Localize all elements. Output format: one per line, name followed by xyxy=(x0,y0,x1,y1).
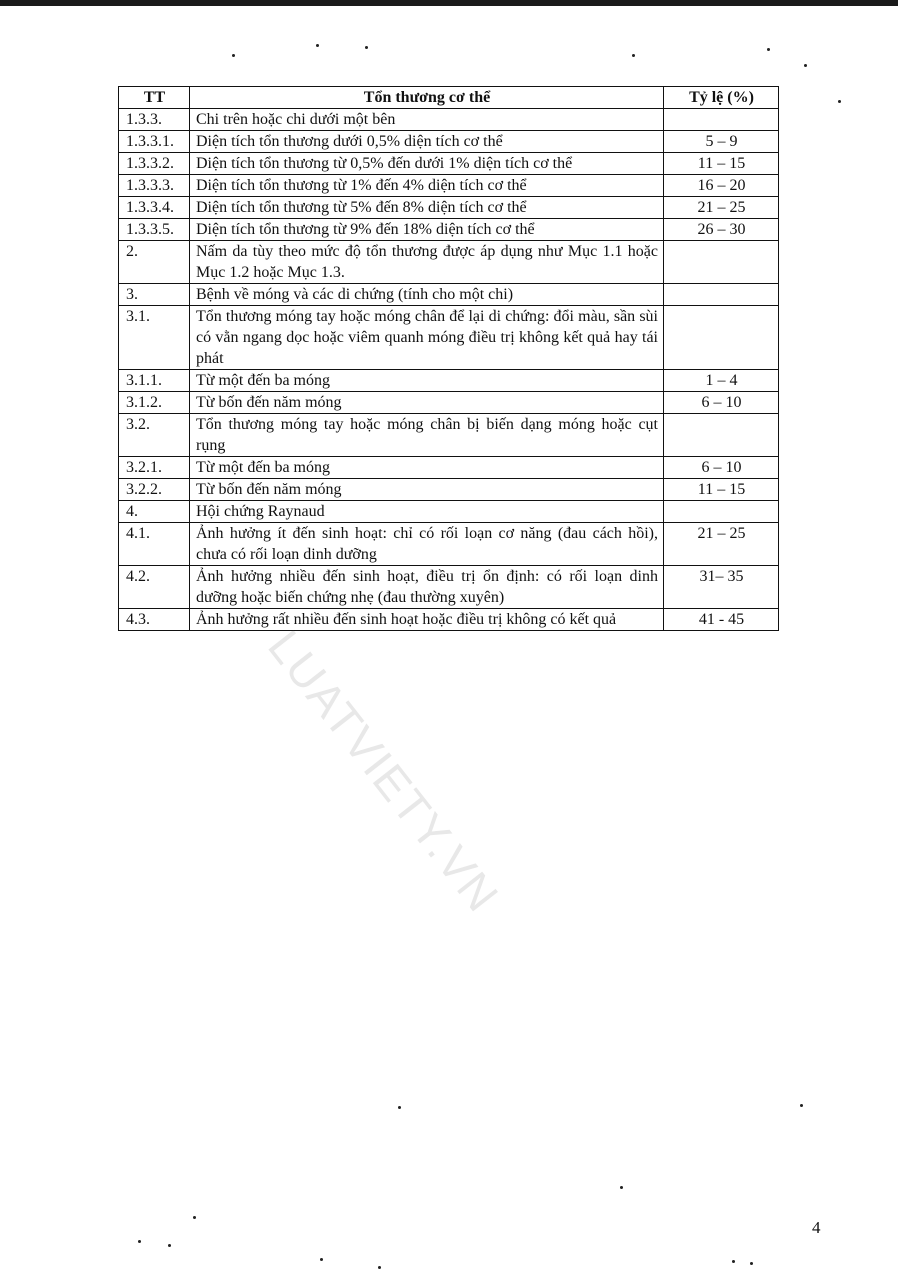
row-description-cell: Tổn thương móng tay hoặc móng chân bị biến dạng móng hoặc cụt rụng xyxy=(190,414,664,457)
row-number-cell: 3. xyxy=(119,284,190,306)
table-row xyxy=(119,501,779,523)
row-description-cell: Từ một đến ba móng xyxy=(190,457,664,479)
scan-speck xyxy=(838,100,841,103)
row-rate-cell: 1 – 4 xyxy=(664,370,779,392)
table-row xyxy=(119,109,779,131)
scan-speck xyxy=(620,1186,623,1189)
row-rate-cell: 31– 35 xyxy=(664,566,779,609)
header-tt: TT xyxy=(119,87,190,109)
row-description-cell: Diện tích tổn thương dưới 0,5% diện tích cơ thể xyxy=(190,131,664,153)
table-row xyxy=(119,175,779,197)
row-number-cell: 3.2. xyxy=(119,414,190,457)
table-row xyxy=(119,479,779,501)
row-rate-cell: 26 – 30 xyxy=(664,219,779,241)
row-description-cell: Diện tích tổn thương từ 9% đến 18% diện tích cơ thể xyxy=(190,219,664,241)
row-description-cell: Bệnh về móng và các di chứng (tính cho một chi) xyxy=(190,284,664,306)
row-rate-cell: 21 – 25 xyxy=(664,523,779,566)
row-number-cell: 1.3.3.3. xyxy=(119,175,190,197)
row-number-cell: 3.2.1. xyxy=(119,457,190,479)
table-row xyxy=(119,609,779,631)
row-rate-cell xyxy=(664,241,779,284)
row-number-cell: 1.3.3.2. xyxy=(119,153,190,175)
table-row xyxy=(119,306,779,370)
scan-speck xyxy=(804,64,807,67)
row-description-cell: Hội chứng Raynaud xyxy=(190,501,664,523)
row-description-cell: Ảnh hưởng nhiều đến sinh hoạt, điều trị ổn định: có rối loạn dinh dưỡng hoặc biến chứng nhẹ (đau thường xuyên) xyxy=(190,566,664,609)
row-number-cell: 1.3.3. xyxy=(119,109,190,131)
table-row xyxy=(119,566,779,609)
row-number-cell: 3.1.2. xyxy=(119,392,190,414)
page-number: 4 xyxy=(812,1218,821,1237)
row-number-cell: 3.2.2. xyxy=(119,479,190,501)
scan-speck xyxy=(316,44,319,47)
row-rate-cell: 41 - 45 xyxy=(664,609,779,631)
row-description-cell: Diện tích tổn thương từ 1% đến 4% diện tích cơ thể xyxy=(190,175,664,197)
table-row xyxy=(119,414,779,457)
row-rate-cell: 11 – 15 xyxy=(664,153,779,175)
row-description-cell: Từ bốn đến năm móng xyxy=(190,392,664,414)
table-row xyxy=(119,457,779,479)
row-rate-cell xyxy=(664,284,779,306)
header-rate: Tỷ lệ (%) xyxy=(664,87,779,109)
table-row xyxy=(119,370,779,392)
row-description-cell: Diện tích tổn thương từ 5% đến 8% diện tích cơ thể xyxy=(190,197,664,219)
table-header-row xyxy=(119,87,779,109)
row-description-cell: Từ bốn đến năm móng xyxy=(190,479,664,501)
row-rate-cell: 11 – 15 xyxy=(664,479,779,501)
row-number-cell: 1.3.3.5. xyxy=(119,219,190,241)
scan-speck xyxy=(800,1104,803,1107)
table-body xyxy=(119,109,779,631)
table-row xyxy=(119,284,779,306)
table-row xyxy=(119,197,779,219)
scan-speck xyxy=(378,1266,381,1269)
row-description-cell: Ảnh hưởng rất nhiều đến sinh hoạt hoặc điều trị không có kết quả xyxy=(190,609,664,631)
scan-speck xyxy=(767,48,770,51)
scan-speck xyxy=(365,46,368,49)
row-number-cell: 1.3.3.1. xyxy=(119,131,190,153)
row-number-cell: 4.1. xyxy=(119,523,190,566)
row-description-cell: Nấm da tùy theo mức độ tổn thương được áp dụng như Mục 1.1 hoặc Mục 1.2 hoặc Mục 1.3. xyxy=(190,241,664,284)
row-rate-cell: 6 – 10 xyxy=(664,392,779,414)
scan-speck xyxy=(168,1244,171,1247)
scan-speck xyxy=(398,1106,401,1109)
row-description-cell: Diện tích tổn thương từ 0,5% đến dưới 1% diện tích cơ thể xyxy=(190,153,664,175)
scan-speck xyxy=(632,54,635,57)
row-rate-cell: 5 – 9 xyxy=(664,131,779,153)
row-description-cell: Ảnh hưởng ít đến sinh hoạt: chỉ có rối loạn cơ năng (đau cách hồi), chưa có rối loạn dinh dưỡng xyxy=(190,523,664,566)
scan-speck xyxy=(320,1258,323,1261)
row-rate-cell xyxy=(664,306,779,370)
row-number-cell: 3.1. xyxy=(119,306,190,370)
injury-rate-table xyxy=(118,86,779,631)
row-description-cell: Tổn thương móng tay hoặc móng chân để lại di chứng: đổi màu, sần sùi có vằn ngang dọc hoặc viêm quanh móng điều trị không kết quả hay tái phát xyxy=(190,306,664,370)
scan-speck xyxy=(232,54,235,57)
table-row xyxy=(119,392,779,414)
table-row xyxy=(119,131,779,153)
row-number-cell: 4.2. xyxy=(119,566,190,609)
row-rate-cell: 21 – 25 xyxy=(664,197,779,219)
row-number-cell: 4.3. xyxy=(119,609,190,631)
row-number-cell: 1.3.3.4. xyxy=(119,197,190,219)
scan-speck xyxy=(193,1216,196,1219)
row-number-cell: 3.1.1. xyxy=(119,370,190,392)
scan-speck xyxy=(750,1262,753,1265)
row-number-cell: 2. xyxy=(119,241,190,284)
row-number-cell: 4. xyxy=(119,501,190,523)
scan-speck xyxy=(732,1260,735,1263)
row-description-cell: Chi trên hoặc chi dưới một bên xyxy=(190,109,664,131)
row-rate-cell: 16 – 20 xyxy=(664,175,779,197)
table-row xyxy=(119,241,779,284)
row-description-cell: Từ một đến ba móng xyxy=(190,370,664,392)
row-rate-cell xyxy=(664,109,779,131)
table-row xyxy=(119,153,779,175)
row-rate-cell xyxy=(664,501,779,523)
scan-top-edge xyxy=(0,0,898,6)
row-rate-cell: 6 – 10 xyxy=(664,457,779,479)
watermark: LUATVIETY.VN xyxy=(258,620,510,923)
scan-speck xyxy=(138,1240,141,1243)
table-row xyxy=(119,219,779,241)
table-row xyxy=(119,523,779,566)
header-description: Tổn thương cơ thể xyxy=(190,87,664,109)
row-rate-cell xyxy=(664,414,779,457)
